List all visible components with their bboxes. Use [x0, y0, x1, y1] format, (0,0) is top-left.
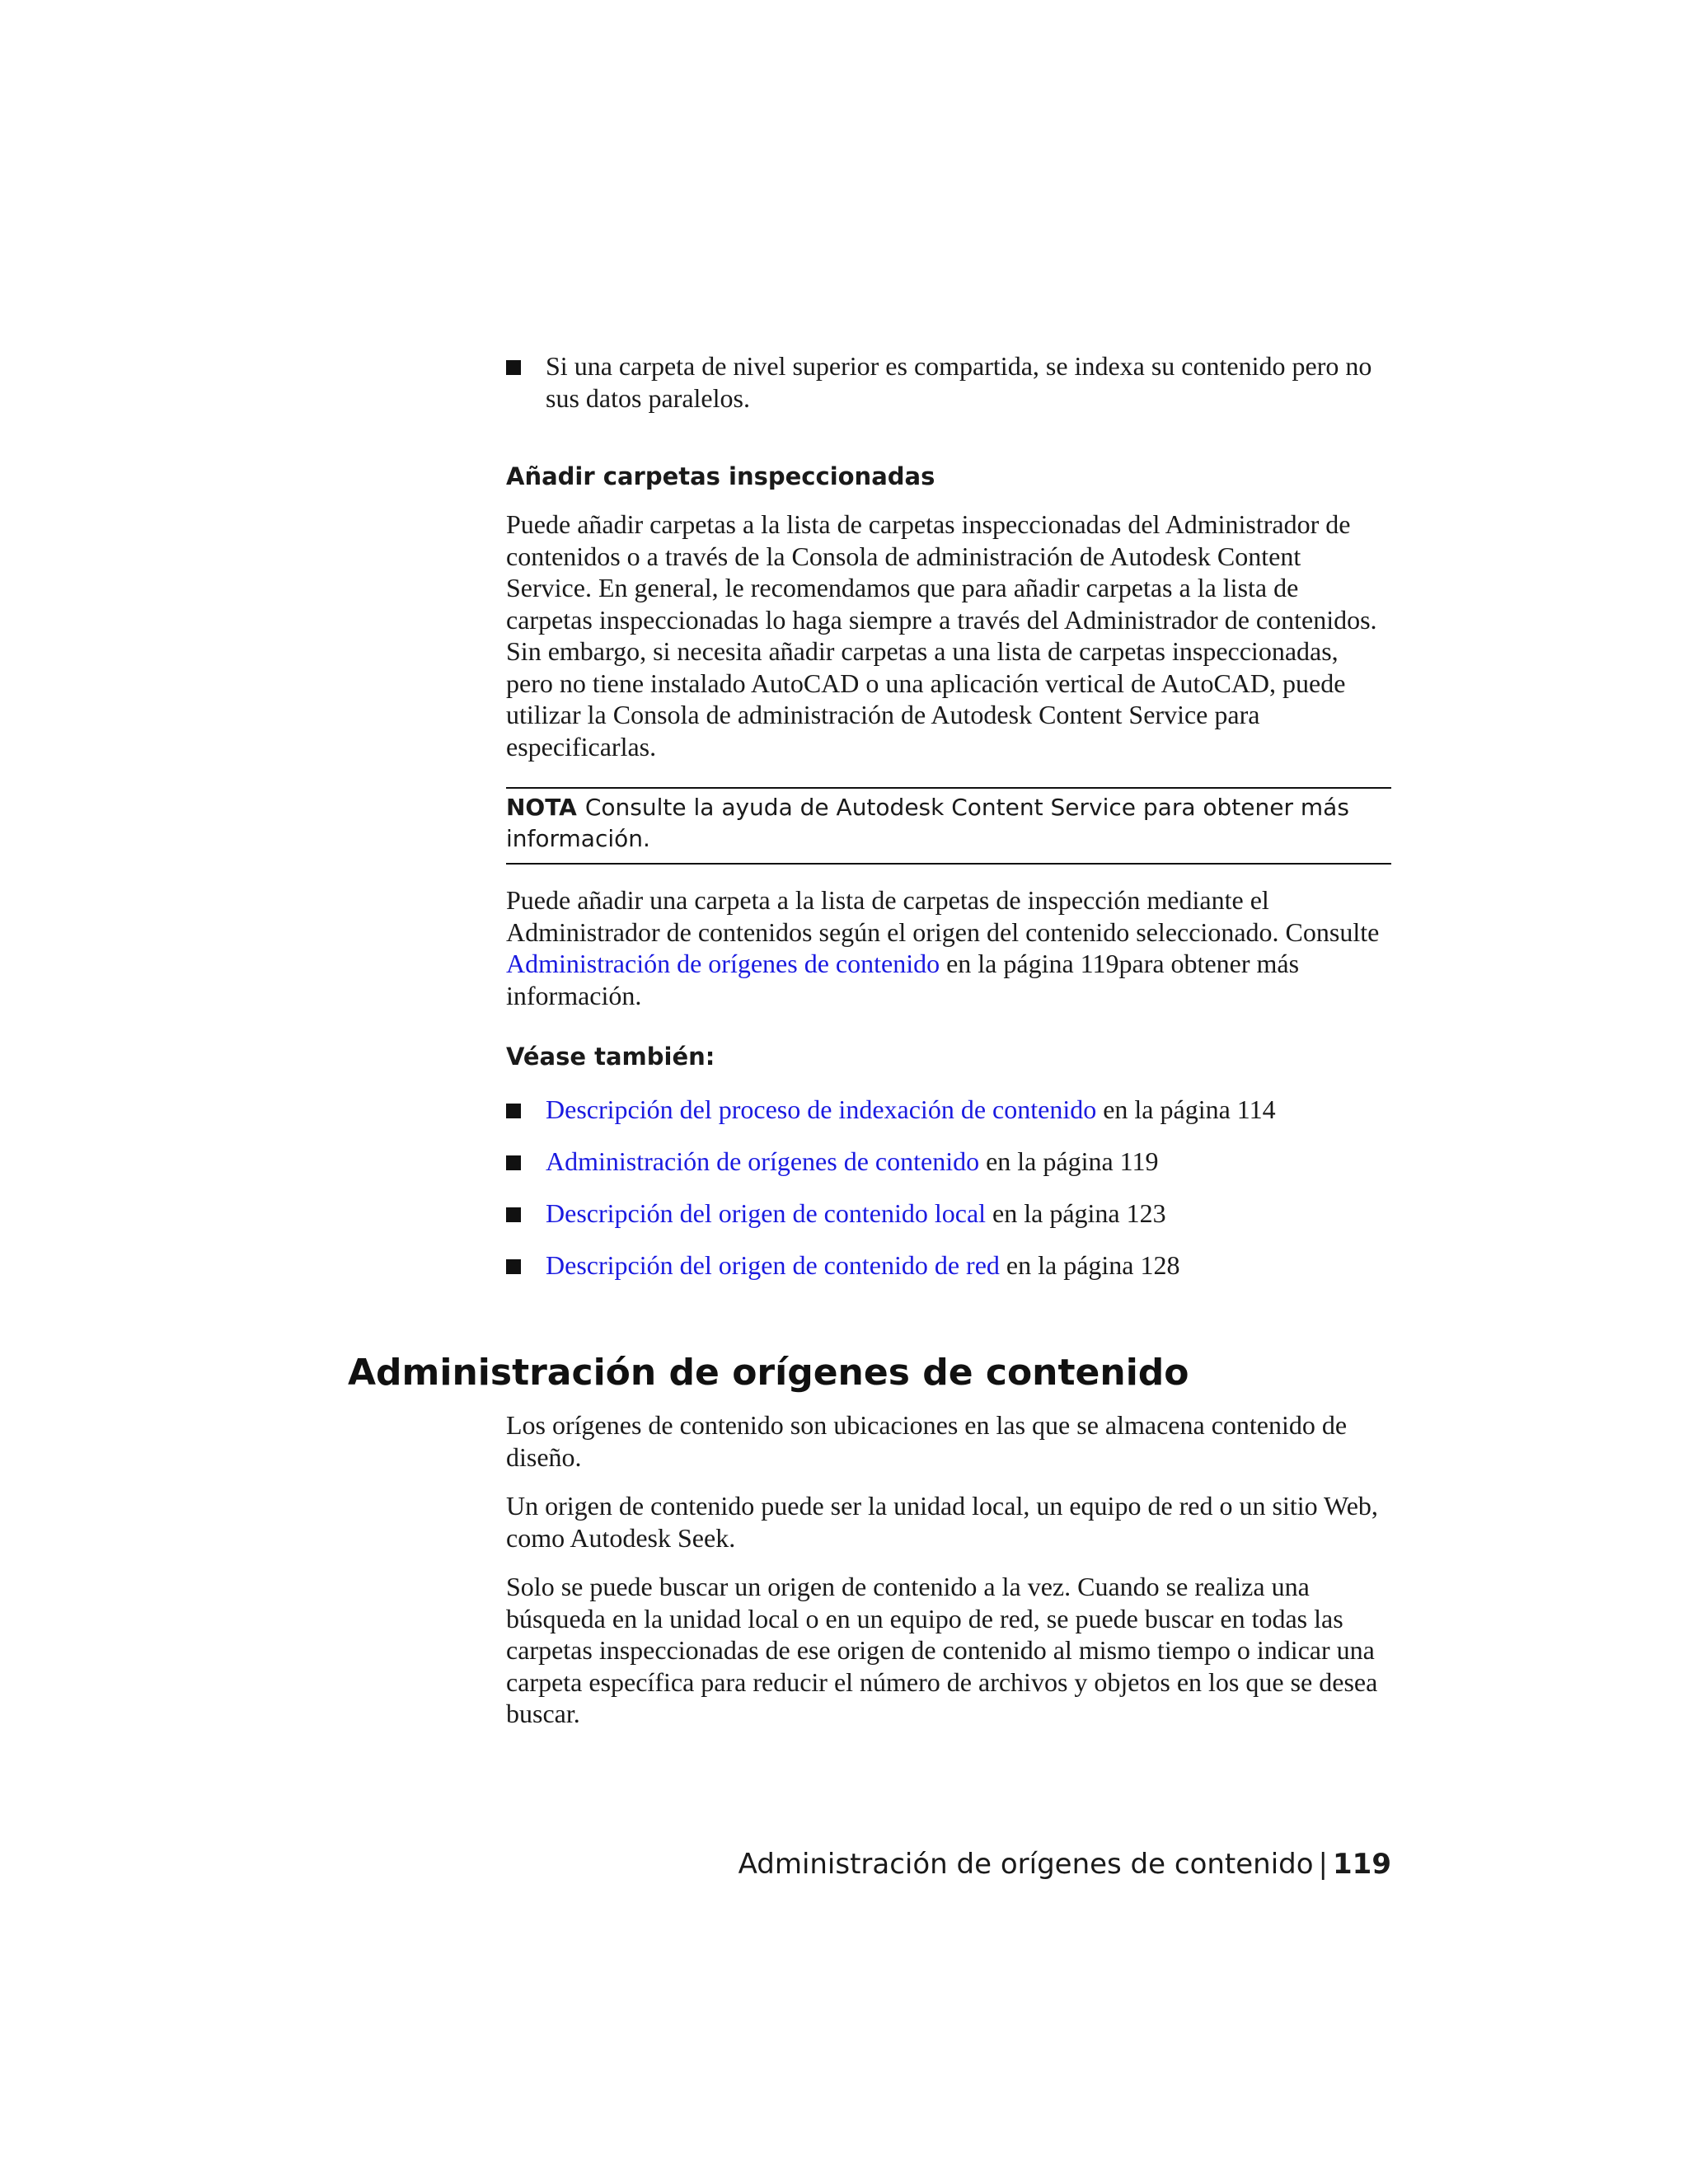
see-also-link[interactable]: Descripción del proceso de indexación de contenido [546, 1094, 1097, 1124]
footer-title: Administración de orígenes de contenido [738, 1848, 1314, 1881]
page-reference: en la página 114 [1096, 1094, 1276, 1124]
page-reference: en la página 119 [979, 1146, 1159, 1176]
bullet-text: Si una carpeta de nivel superior es compartida, se indexa su contenido pero no sus datos paralelos. [546, 351, 1372, 413]
note-top-rule [506, 787, 1391, 789]
see-also-link[interactable]: Descripción del origen de contenido local [546, 1198, 987, 1228]
bullet-square-icon [506, 1104, 521, 1118]
paragraph-text: Puede añadir una carpeta a la lista de carpetas de inspección mediante el Administrador de contenidos según el origen del contenido seleccionado. Consulte [506, 885, 1380, 947]
body-paragraph: Los orígenes de contenido son ubicaciones en las que se almacena contenido de diseño. [506, 1410, 1348, 1472]
bullet-square-icon [506, 1259, 521, 1274]
page-number: 119 [1333, 1848, 1391, 1881]
bullet-square-icon [506, 1207, 521, 1222]
note-label: NOTA [506, 794, 577, 821]
see-also-link[interactable]: Descripción del origen de contenido de red [546, 1250, 1000, 1280]
section-heading: Administración de orígenes de contenido [348, 1352, 1189, 1394]
note-text: Consulte la ayuda de Autodesk Content Service para obtener más información. [506, 794, 1349, 852]
body-paragraph: Un origen de contenido puede ser la unidad local, un equipo de red o un sitio Web, como Autodesk Seek. [506, 1491, 1378, 1553]
body-paragraph-with-link [506, 884, 1391, 1011]
paragraph-text: en la página 119para obtener más información. [506, 949, 1300, 1010]
note-bottom-rule [506, 863, 1391, 865]
see-also-heading: Véase también: [506, 1043, 715, 1071]
body-paragraph: Solo se puede buscar un origen de contenido a la vez. Cuando se realiza una búsqueda en la unidad local o en un equipo de red, se puede buscar en todas las carpetas inspeccionadas de ese origen de contenido al mismo tiempo o indicar una carpeta específica para reducir el número de archivos y objetos en los que se desea buscar. [506, 1572, 1378, 1728]
link-content-sources[interactable]: Administración de orígenes de contenido [506, 949, 940, 978]
body-paragraph: Puede añadir carpetas a la lista de carpetas inspeccionadas del Administrador de contenidos o a través de la Consola de administración de Autodesk Content Service. En general, le recomendamos que para añadir carpetas a la lista de carpetas inspeccionadas lo haga siempre a través del Administrador de contenidos. Sin embargo, si necesita añadir carpetas a una lista de carpetas inspeccionadas, pero no tiene instalado AutoCAD o una aplicación vertical de AutoCAD, puede utilizar la Consola de administración de Autodesk Content Service para especificarlas. [506, 509, 1377, 762]
page-reference: en la página 128 [999, 1250, 1180, 1280]
bullet-square-icon [506, 360, 521, 375]
bullet-square-icon [506, 1155, 521, 1170]
see-also-link[interactable]: Administración de orígenes de contenido [546, 1146, 980, 1176]
page-reference: en la página 123 [986, 1198, 1166, 1228]
page-footer [738, 1846, 1391, 1882]
subsection-heading: Añadir carpetas inspeccionadas [506, 462, 935, 490]
footer-separator: | [1318, 1848, 1329, 1881]
note-block [506, 792, 1391, 855]
